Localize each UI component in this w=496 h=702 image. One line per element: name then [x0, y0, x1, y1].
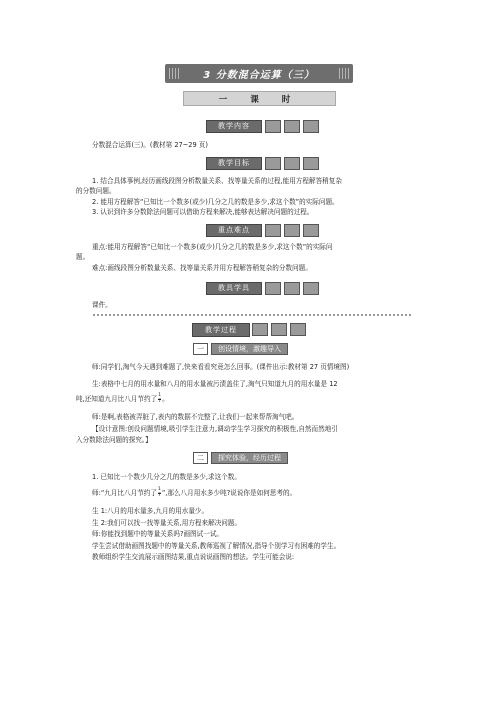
- goal-line: 2. 能用方程解答“已知比一个数多(或少)几分之几的数是多少,求这个数”的实际问题。: [92, 198, 339, 206]
- step-number: 二: [193, 452, 208, 464]
- step-heading-2: [193, 452, 288, 464]
- fraction-one-seventh: [158, 394, 161, 404]
- section-tag-goals: [206, 157, 319, 169]
- process-tag-squares: [252, 323, 306, 336]
- step1-line: 生:表格中七月的用水量和八月的用水量被污渍盖住了,淘气只知道九月的用水量是 12: [92, 380, 338, 388]
- dotted-divider: [93, 314, 411, 316]
- step-number: 一: [193, 343, 208, 355]
- step1-line-with-fraction: [76, 394, 169, 404]
- tag-square-icon: [265, 282, 281, 295]
- section-tag-label: 教学目标: [206, 157, 262, 170]
- fraction-denominator: 7: [158, 398, 162, 404]
- fraction-one-seventh: [158, 488, 161, 498]
- step-name: 创设情境，激趣导入: [211, 343, 288, 355]
- tag-square-icon: [303, 120, 319, 133]
- step-heading-1: [193, 343, 288, 355]
- keypoint-line: 重点:能用方程解答“已知比一个数多(或少)几分之几的数是多少,求这个数”的实际问: [92, 243, 333, 251]
- step2-text: 师:“九月比八月节约了: [92, 489, 157, 497]
- tools-text: 课件。: [92, 301, 112, 309]
- step1-text: 吨,还知道九月比八月节约了: [76, 395, 158, 403]
- step2-line: 教师组织学生交流展示画图结果,重点说说画图的想法。学生可能会说:: [92, 553, 295, 561]
- section-tag-label: 重点难点: [206, 224, 262, 237]
- tag-square-icon: [284, 282, 300, 295]
- step1-line: 师:是啊,表格被弄脏了,表内的数据不完整了,让我们一起来帮帮淘气吧。: [92, 413, 299, 421]
- tag-square-icon: [284, 120, 300, 133]
- fraction-denominator: 7: [157, 492, 161, 498]
- step2-line: 生 1:八月的用水量多,九月的用水量少。: [92, 507, 209, 515]
- section-tag-process: [192, 323, 250, 337]
- tag-square-icon: [265, 224, 281, 237]
- tag-square-icon: [284, 224, 300, 237]
- goal-line: 的分数问题。: [76, 187, 116, 195]
- section-tag-tools: [206, 282, 319, 294]
- step2-line: 学生尝试借助画图找题中的等量关系,教师巡视了解情况,指导个别学习有困难的学生。: [92, 542, 341, 550]
- content-text: 分数混合运算(三)。(教材第 27~29 页): [92, 141, 208, 149]
- step2-text-end: ”,那么八月用水多少吨?说说你是如何思考的。: [161, 489, 297, 497]
- tag-square-icon: [290, 323, 306, 336]
- goal-line: 3. 认识到许多分数除法问题可以借助方程来解决,能够表达解决问题的过程。: [92, 208, 314, 216]
- tag-square-icon: [252, 323, 268, 336]
- section-tag-label: 教学内容: [206, 120, 262, 133]
- fraction-numerator: 1: [157, 487, 161, 492]
- tag-square-icon: [284, 157, 300, 170]
- design-intent-line: 【设计意图:创设问题情境,吸引学生注意力,调动学生学习探究的积极性,自然而然地引: [92, 425, 338, 433]
- tag-square-icon: [265, 120, 281, 133]
- step-name: 探究体验，经历过程: [211, 452, 288, 464]
- section-tag-content: [206, 120, 319, 132]
- fraction-numerator: 1: [158, 393, 162, 398]
- lesson-title: 3 分数混合运算（三）: [203, 70, 315, 81]
- design-intent-line: 入分数除法问题的探究。】: [76, 436, 152, 444]
- step2-line-with-fraction: [92, 488, 296, 498]
- lesson-title-banner: [165, 64, 353, 83]
- step1-text-end: 。: [162, 395, 169, 403]
- tag-square-icon: [303, 282, 319, 295]
- step2-line: 生 2:我们可以找一找等量关系,用方程来解决问题。: [92, 519, 242, 527]
- keypoint-line: 题。: [76, 253, 90, 261]
- tag-square-icon: [303, 157, 319, 170]
- period-bar: [183, 91, 336, 106]
- section-tag-label: 教具学具: [206, 282, 262, 295]
- step2-line: 1. 已知比一个数少几分之几的数是多少,求这个数。: [92, 473, 241, 481]
- goal-line: 1. 结合具体事例,经历画线段图分析数量关系、找等量关系的过程,能用方程解答稍复杂: [92, 177, 342, 185]
- step1-line: 师:同学们,淘气今天遇到难题了,快来看看究竟怎么回事。(课件出示:教材第 27 页情境图): [92, 363, 350, 371]
- tag-square-icon: [265, 157, 281, 170]
- keypoint-line: 难点:画线段图分析数量关系、找等量关系并用方程解答稍复杂的分数问题。: [92, 264, 312, 272]
- tag-square-icon: [303, 224, 319, 237]
- section-tag-keypoints: [206, 224, 319, 236]
- step2-line: 师:你能找到题中的等量关系吗?画图试一试。: [92, 530, 224, 538]
- section-tag-label: 教学过程: [205, 326, 237, 334]
- period-label: 一 课 时: [218, 94, 301, 105]
- tag-square-icon: [271, 323, 287, 336]
